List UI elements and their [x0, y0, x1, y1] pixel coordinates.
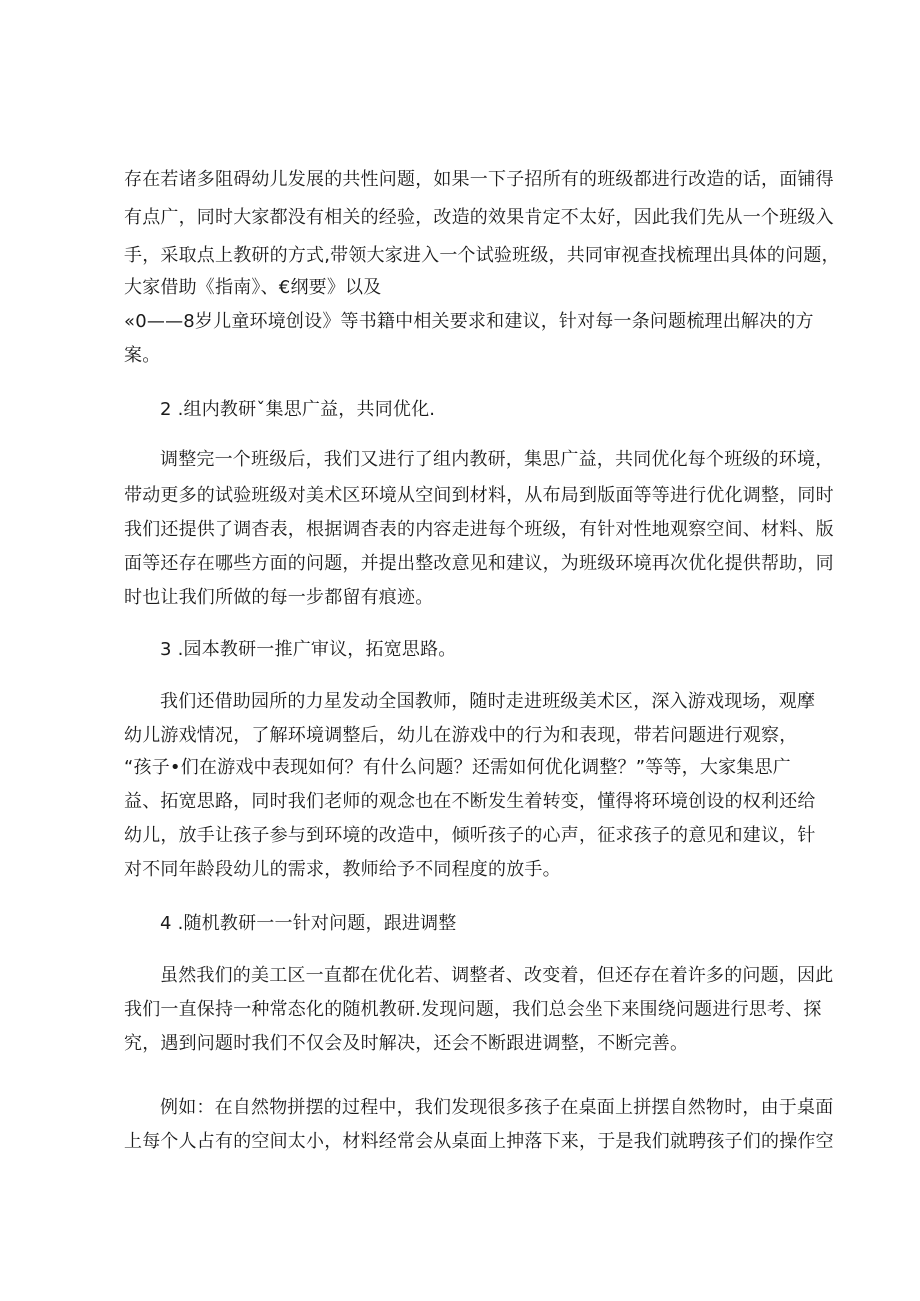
paragraph-line: 存在若诸多阻碍幼儿发展的共性问题，如果一下子招所有的班级都进行改造的话，面铺得	[124, 169, 834, 190]
paragraph-line: 手，采取点上教研的方式,带领大家进入一个试验班级，共同审视查找梳理出具体的问题，	[124, 245, 840, 266]
paragraph-line: 案。	[124, 345, 161, 366]
paragraph-line: 益、拓宽思路，同时我们老师的观念也在不断发生着转变，懂得将环境创设的权利还给	[124, 791, 816, 812]
paragraph-line: 对不同年龄段幼儿的需求，教师给予不同程度的放手。	[124, 859, 561, 880]
paragraph-line: 面等还存在哪些方面的问题，并提出整改意见和建议，为班级环境再次优化提供帮助，同	[124, 553, 834, 574]
section-heading: 2 .组内教研ˇ集思广益，共同优化.	[160, 399, 436, 420]
paragraph-line: «0——8岁儿童环境创设》等书籍中相关要求和建议，针对每一条问题梳理出解决的方	[124, 311, 814, 332]
paragraph-line: 幼儿，放手让孩子参与到环境的改造中，倾听孩子的心声，征求孩子的意见和建议，针	[124, 825, 816, 846]
paragraph-line: 带动更多的试验班级对美术区环境从空间到材料，从布局到版面等等进行优化调整，同时	[124, 485, 834, 506]
paragraph-line: 究，遇到问题时我们不仅会及时解决，还会不断跟进调整，不断完善。	[124, 1033, 689, 1054]
paragraph-line: 我们还借助园所的力星发动全国教师，随时走进班级美术区，深入游戏现场，观摩	[160, 691, 816, 712]
section-heading: 4 .随机教研一一针对问题，跟进调整	[160, 913, 457, 934]
paragraph-line: 虽然我们的美工区一直都在优化若、调整者、改变着，但还存在着许多的问题，因此	[160, 965, 834, 986]
section-heading: 3 .园本教研一推广审议，拓宽思路。	[160, 639, 457, 660]
paragraph-line: 调整完一个班级后，我们又进行了组内教研，集思广益，共同优化每个班级的环境，	[160, 449, 834, 470]
paragraph-line: 我们一直保持一种常态化的随机教研.发现问题，我们总会坐下来围绕问题进行思考、探	[124, 999, 822, 1020]
paragraph-line: 时也让我们所做的每一步都留有痕迹。	[124, 587, 434, 608]
paragraph-line: 上每个人占有的空间太小，材料经常会从桌面上抻落下来，于是我们就聘孩子们的操作空	[124, 1131, 834, 1152]
paragraph-line: 我们还提供了调杳表，根据调杳表的内容走进每个班级，有针对性地观察空间、材料、版	[124, 519, 834, 540]
paragraph-line: “孩子•们在游戏中表现如何？有什么问题？还需如何优化调整？”等等，大家集思广	[124, 757, 791, 778]
paragraph-line: 例如：在自然物拼摆的过程中，我们发现很多孩子在桌面上拼摆自然物时，由于桌面	[160, 1097, 834, 1118]
paragraph-line: 有点广，同时大家都没有相关的经验，改造的效果肯定不太好，因此我们先从一个班级入	[124, 207, 834, 228]
paragraph-line: 大家借助《指南》、€纲要》以及	[124, 277, 382, 298]
paragraph-line: 幼儿游戏情况，了解环境调整后，幼儿在游戏中的行为和表现，带若问题进行观察，	[124, 725, 798, 746]
